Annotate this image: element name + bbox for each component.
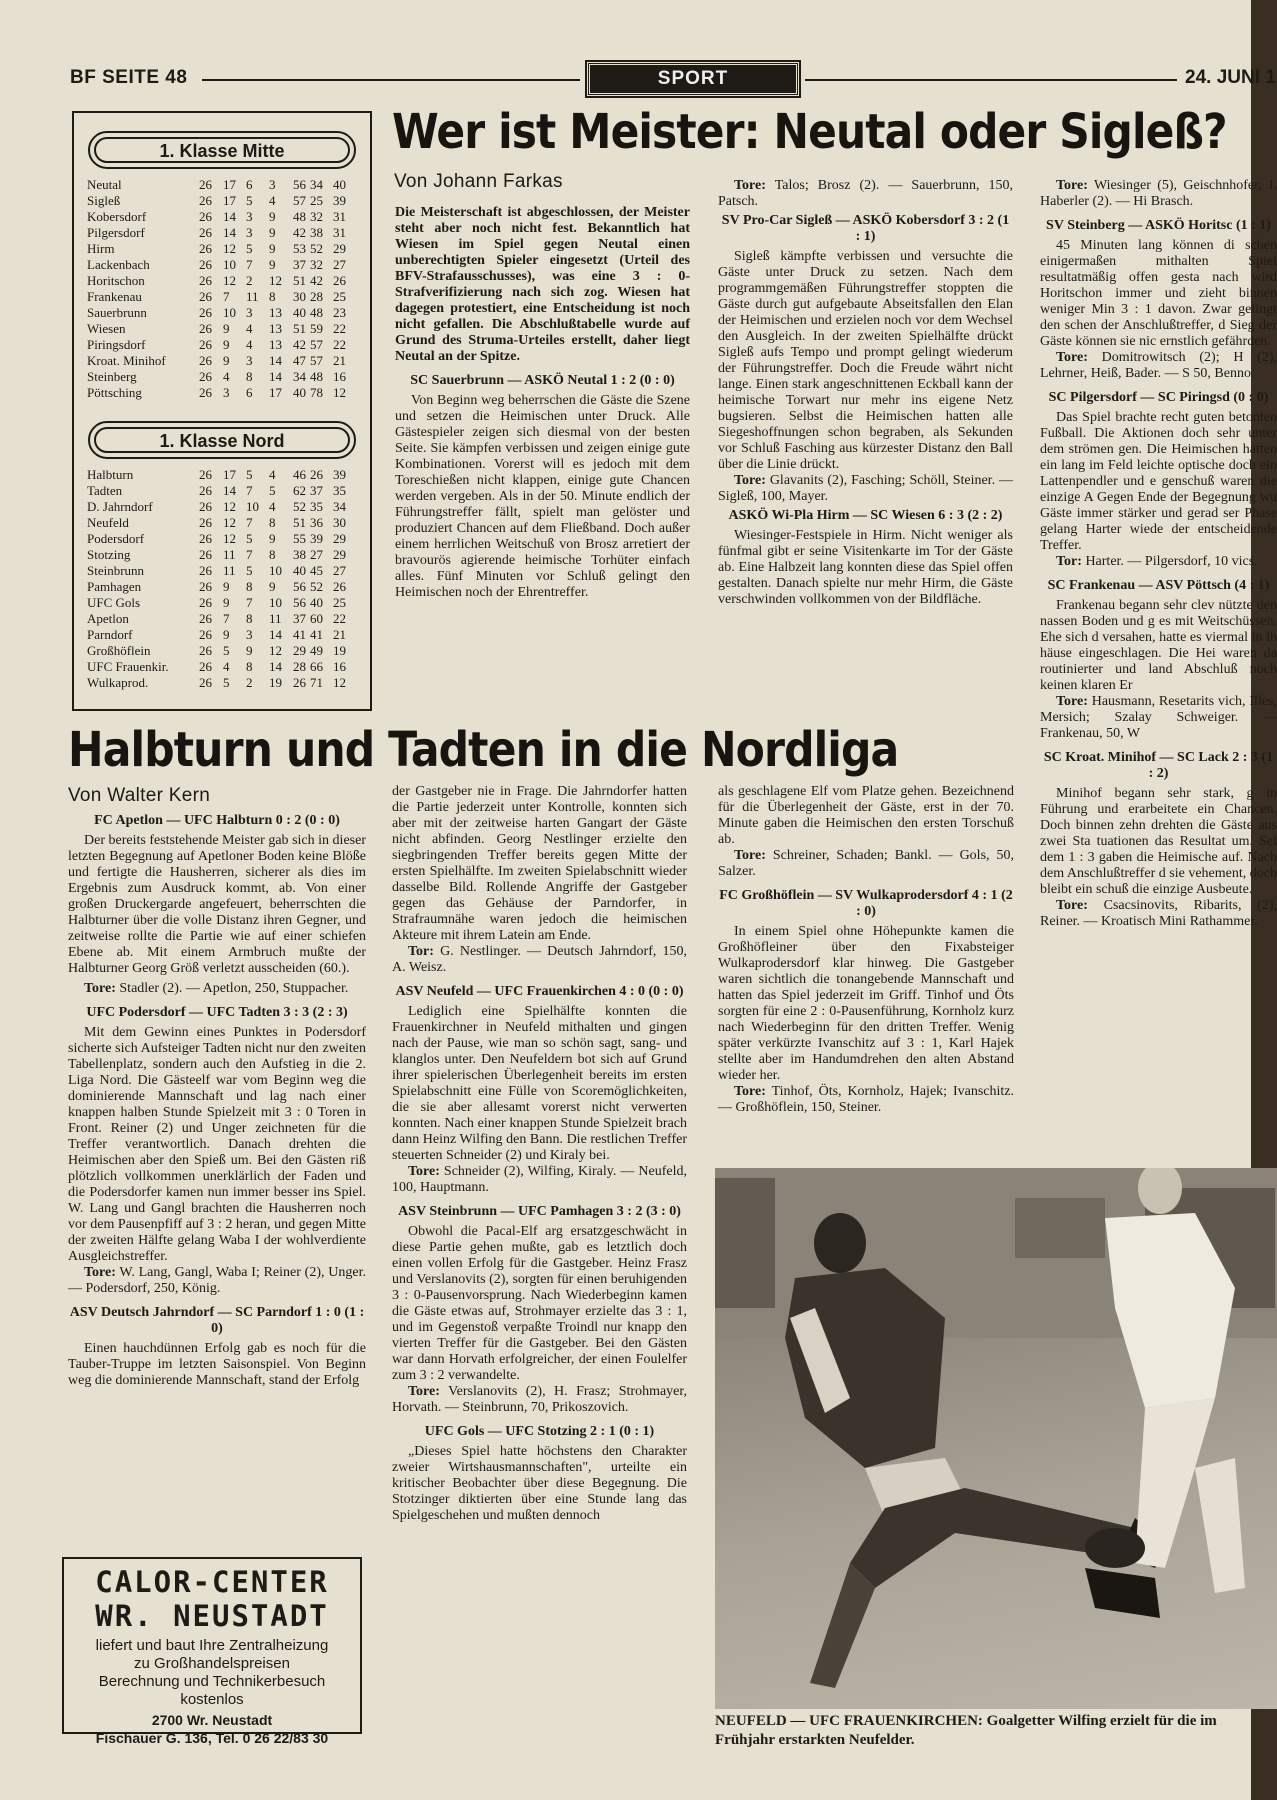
standings-row: Halbturn 26 17 5 4 46 26 39 bbox=[87, 467, 346, 482]
standings-row: Pöttsching 26 3 6 17 40 78 12 bbox=[87, 385, 346, 400]
standings-row: Horitschon 26 12 2 12 51 42 26 bbox=[87, 273, 346, 288]
standings-nord bbox=[87, 467, 365, 691]
standings-row: Lackenbach 26 10 7 9 37 32 27 bbox=[87, 257, 346, 272]
standings-row: UFC Gols 26 9 7 10 56 40 25 bbox=[87, 595, 346, 610]
standings-row: Sauerbrunn 26 10 3 13 40 48 23 bbox=[87, 305, 346, 320]
table-title-nord: 1. Klasse Nord bbox=[88, 421, 356, 459]
standings-row: Pilgersdorf 26 14 3 9 42 38 31 bbox=[87, 225, 346, 240]
standings-row: Pamhagen 26 9 8 9 56 52 26 bbox=[87, 579, 346, 594]
byline-kern: Von Walter Kern bbox=[68, 785, 211, 806]
standings-row: Frankenau 26 7 11 8 30 28 25 bbox=[87, 289, 346, 304]
standings-row: UFC Frauenkir. 26 4 8 14 28 66 16 bbox=[87, 659, 346, 674]
page-header bbox=[70, 62, 1277, 98]
headline-meister: Wer ist Meister: Neutal oder Sigleß? bbox=[392, 104, 1227, 160]
advertisement-calor-center: CALOR-CENTER WR. NEUSTADT liefert und baut Ihre Zentralheizung zu Großhandelspreisen Berechnung und Technikerbesuch kostenlos 2700 Wr. Neustadt Fischauer G. 136, Tel. 0 26 22/83 30 bbox=[62, 1557, 362, 1734]
match-report: Wiesinger-Festspiele in Hirm. Nicht weniger als fünfmal gibt er seine Visitenkarte im Tor der Gäste ab. Eine Halbzeit lang konnten diese das Spiel offen gestalten. Danach spielte nur mehr Hirm, die Gäste verschwinden vollkommen von der Bildfläche. bbox=[718, 528, 1013, 607]
standings-row: Neutal 26 17 6 3 56 34 40 bbox=[87, 177, 346, 192]
photo-caption: NEUFELD — UFC FRAUENKIRCHEN: Goalgetter Wilfing erzielt für die im Frühjahr erstarkten Neufelder. bbox=[715, 1713, 1217, 1748]
standings-row: Kobersdorf 26 14 3 9 48 32 31 bbox=[87, 209, 346, 224]
table-title-mitte: 1. Klasse Mitte bbox=[88, 131, 356, 169]
match-photo bbox=[715, 1168, 1277, 1709]
standings-row: Kroat. Minihof 26 9 3 14 47 57 21 bbox=[87, 353, 346, 368]
match-title: ASKÖ Wi-Pla Hirm — SC Wiesen 6 : 3 (2 : 2) bbox=[728, 508, 1003, 523]
article1-col3: Tore: Wiesinger (5), Geischnhofer, J. Haberler (2). — Hi Brasch. SV Steinberg — ASKÖ Horitsc (1 : 1) 45 Minuten lang können di schen einigermaßen mithalten Spiel resultatmäßig offen gesta nach wird Horitschon immer und zieht binnen weniger Min 3 : 1 davon. Zwar gelingt den schen der Anschlußtreffer, d Sieg der Gäste können sie nic ernstlich gefährden. Tore: Domitrowitsch (2); H (2), Lehrner, Heiß, Bader. — S 50, Benno. SC Pilgersdorf — SC Piringsd (0 : 0) Das Spiel brachte recht guten betonten Fußball. Die Aktionen doch sehr unter dem strömen gen. Die Heimischen hatten ein lang im Feld leichte optische doch ein Lattenpendler und e genschuß waren die einzige A Gegen Ende der Begegnung wu Gäste immer stärker und gerad ser Phase gelang Harter wiede der entscheidende Treffer. Tor: Harter. — Pilgersdorf, 10 vics. SC Frankenau — ASV Pöttsch (4 : 1) Frankenau begann sehr clev nützte den nassen Boden und g es mit Weitschüssen. Ehe sich d versahen, hatte es viermal in ih häuse eingeschlagen. Die Hei waren da routinierter und land Abschluß noch keinen klaren Er Tore: Hausmann, Resetarits vich, Illes, Mersich; Szalay Schweiger. — Frankenau, 50, W SC Kroat. Minihof — SC Lack 2 : 3 (1 : 2) Minihof begann sehr stark, g in Führung und erarbeitete ein Chancen. Doch binnen zehn drehten die Gäste aus zwei Sta tuationen das Resultat um. Sel dem 1 : 3 gaben die Heimische auf. Nach dem Anschlußtreffer d sie vehement, doch bleibt ein schuß die einzige Ausbeute. Tore: Csacsinovits, Ribarits, (2), Reiner. — Kroatisch Mini Rathammer. bbox=[1040, 178, 1277, 929]
match-title: SC Sauerbrunn — ASKÖ Neutal 1 : 2 (0 : 0) bbox=[410, 373, 675, 388]
standings-row: Tadten 26 14 7 5 62 37 35 bbox=[87, 483, 346, 498]
match-title: SV Pro-Car Sigleß — ASKÖ Kobersdorf 3 : 2 (1 : 1) bbox=[721, 213, 1010, 244]
headline-nordliga: Halbturn und Tadten in die Nordliga bbox=[68, 722, 899, 778]
header-rule-right bbox=[805, 79, 1177, 81]
issue-date: 24. JUNI 1 bbox=[1185, 67, 1276, 88]
football-players-photo bbox=[715, 1168, 1277, 1709]
section-badge: SPORT bbox=[587, 62, 799, 96]
article2-col1: FC Apetlon — UFC Halbturn 0 : 2 (0 : 0) Der bereits feststehende Meister gab sich in dieser letzten Begegnung auf Apetloner Boden keine Blöße und fertigte die Hausherren, sicherer als dies im Ergebnis zum Ausdruck kommt, ab. Von einer großen Druckergarde angefeuert, beherrschten die Halbturner über die volle Distanz ihren Gegner, und zeitweise rollte die Partie wie auf einer schiefen Ebene ab. Mit einem Armbruch mußte der Halbturner Georg Größ verletzt ausscheiden (60.). Tore: Stadler (2). — Apetlon, 250, Stuppacher. UFC Podersdorf — UFC Tadten 3 : 3 (2 : 3) Mit dem Gewinn eines Punktes in Podersdorf sicherte sich Aufsteiger Tadten nicht nur den zweiten Tabellenplatz, sondern auch den Aufstieg in die 2. Liga Nord. Die Gästeelf war vom Beginn weg die dominierende Mannschaft und lag nach einer knappen halben Stunde Spielzeit mit 3 : 0 Toren in Front. Reiner (2) und Unger zeichneten für die Treffer verantwortlich. Danach drehten die Heimischen aber den Spieß um. Bei den Gästen riß plötzlich vollkommen unerklärlich der Faden und die Podersdorfer kamen nun immer besser ins Spiel. W. Lang und Gangl brachten die Hausherren noch vor dem Pausenpfiff auf 3 : 2 heran, und gegen Mitte der zweiten Hälfte gelang Waba I der wohlverdiente Ausgleichstreffer. Tore: W. Lang, Gangl, Waba I; Reiner (2), Unger. — Podersdorf, 250, König. ASV Deutsch Jahrndorf — SC Parndorf 1 : 0 (1 : 0) Einen hauchdünnen Erfolg gab es noch für die Tauber-Truppe im letzten Saisonspiel. Von Beginn weg die dominierende Mannschaft, stand der Erfolg bbox=[68, 813, 366, 1388]
standings-row: Stotzing 26 11 7 8 38 27 29 bbox=[87, 547, 346, 562]
standings-mitte bbox=[87, 177, 365, 401]
article2-col3: als geschlagene Elf vom Platze gehen. Bezeichnend für die Überlegenheit der Gäste, erst in der 70. Minute gaben die Heimischen den ersten Torschuß ab. Tore: Schreiner, Schaden; Bankl. — Gols, 50, Salzer. FC Großhöflein — SV Wulkaprodersdorf 4 : 1 (2 : 0) In einem Spiel ohne Höhepunkte kamen die Großhöfleiner über den Fixabsteiger Wulkaprodersdorf klar hinweg. Die Gastgeber waren sichtlich die tonangebende Mannschaft und hatten das Spiel jederzeit im Griff. Tinhof und Öts sorgten für eine 2 : 0-Pausenführung, Kornholz kurz nach Wiederbeginn für den dritten Treffer. Wenig später verkürzte Ivanschitz auf 3 : 1, Karl Hajek stellte aber im Handumdrehen den alten Abstand wieder her. Tore: Tinhof, Öts, Kornholz, Hajek; Ivanschitz. — Großhöflein, 150, Steiner. bbox=[718, 784, 1014, 1115]
article1-col1: Die Meisterschaft ist abgeschlossen, der Meister steht aber noch nicht fest. Bekanntlich hat Wiesen im Spiel gegen Neutal einen unberechtigten Spieler eingesetzt (Urteil des BFV-Strafausschusses), was eine 3 : 0-Strafverifizierung nach sich zog. Wiesen hat dagegen protestiert, eine Entscheidung ist noch nicht gefallen. Die Abschlußtabelle wurde auf Grund des Struma-Urteiles erstellt, daher liegt Neutal an der Spitze. SC Sauerbrunn — ASKÖ Neutal 1 : 2 (0 : 0) Von Beginn weg beherrschen die Gäste die Szene und setzen die Heimischen unter Druck. Alle Gästespieler zeigen sich diesmal von der besten Seite. Sie kämpfen verbissen und zeigen einige gute Kombinationen. Vorerst will es jedoch mit dem Toreschießen nicht klappen, einige gute Chancen werden vergeben. Als in der 50. Minute endlich der Führungstreffer fällt, spielt man gelöster und produziert Chancen auf dem Fließband. Doch außer einem herrlichen Weitschuß von Brosz arretiert der bravourös agierende heimische Torhüter einfach alles. Fünf Minuten vor Schluß gelingt den Heimischen noch der Ehrentreffer. bbox=[395, 205, 690, 600]
standings-row: Parndorf 26 9 3 14 41 41 21 bbox=[87, 627, 346, 642]
standings-row: Apetlon 26 7 8 11 37 60 22 bbox=[87, 611, 346, 626]
standings-row: Steinbrunn 26 11 5 10 40 45 27 bbox=[87, 563, 346, 578]
standings-row: Neufeld 26 12 7 8 51 36 30 bbox=[87, 515, 346, 530]
header-rule-left bbox=[202, 79, 580, 81]
article1-col2: Tore: Talos; Brosz (2). — Sauerbrunn, 150, Patsch. SV Pro-Car Sigleß — ASKÖ Kobersdorf 3 : 2 (1 : 1) Sigleß kämpfte verbissen und versuchte die Gäste unter Druck zu setzen. Nach dem programmgemäßen Führungstreffer stoppten die Gäste durch gut aufgebaute Abseitsfallen den Elan der Heimischen und erzielen noch vor dem Wechsel den Ausgleich. In der zweiten Spielhälfte drückt Sigleß aufs Tempo und prompt gelingt wiederum der Führungstreffer. Doch die Freude währt nicht lange. Einen stark angeschnittenen Eckball kann der heimische Torwart nur mehr ins eigene Netz bugsieren. Selbst die Heimischen hatten alle Siegeshoffnungen schon begraben, als Sekunden vor Schluß Fasching aus kürzester Distanz den Ball über die Linie drückt. Tore: Glavanits (2), Fasching; Schöll, Steiner. — Sigleß, 100, Mayer. ASKÖ Wi-Pla Hirm — SC Wiesen 6 : 3 (2 : 2) Wiesinger-Festspiele in Hirm. Nicht weniger als fünfmal gibt er seine Visitenkarte im Tor der Gäste ab. Eine Halbzeit lang konnten diese das Spiel offen gestalten. Danach spielte nur mehr Hirm, die Gäste verschwinden vollkommen von der Bildfläche. bbox=[718, 178, 1014, 607]
standings-row: Piringsdorf 26 9 4 13 42 57 22 bbox=[87, 337, 346, 352]
article2-col2: der Gastgeber nie in Frage. Die Jahrndorfer hatten die Partie jederzeit unter Kontrolle, konnten sich aber mit der zeitweise harten Gangart der Gäste nicht abfinden. Georg Nestlinger erzielte den siegbringenden Treffer bereits gegen Mitte der ersten Spielhälfte. Im zweiten Spielabschnitt wieder dasselbe Bild. Rollende Angriffe der Gastgeber gegen das Gehäuse der Parndorfer, in Strafraumnähe waren jedoch die heimischen Akteure mit ihrem Latein am Ende. Tor: G. Nestlinger. — Deutsch Jahrndorf, 150, A. Weisz. ASV Neufeld — UFC Frauenkirchen 4 : 0 (0 : 0) Lediglich eine Spielhälfte konnten die Frauenkirchner in Neufeld mithalten und gingen nach der Pause, wie man so schön sagt, sang- und klanglos unter. Den Neufeldern bot sich auf Grund ihrer spielerischen Überlegenheit bereits im ersten Spielabschnitt eine Fülle von Scoremöglichkeiten, die sie aber allesamt vorerst nicht verwerten konnten. Nach einer knappen Stunde Spielzeit brach dann Heinz Wilfing den Bann. Die restlichen Treffer steuerten Schneider (2) und Kiraly bei. Tore: Schneider (2), Wilfing, Kiraly. — Neufeld, 100, Hauptmann. ASV Steinbrunn — UFC Pamhagen 3 : 2 (3 : 0) Obwohl die Pacal-Elf arg ersatzgeschwächt in diese Partie gehen mußte, gab es letztlich doch einen vollen Erfolg für die Gastgeber. Heinz Frasz und Verslanovits (2), sorgten für einen beruhigenden 3 : 0-Pausenvorsprung. Nach Wiederbeginn kamen die Gäste etwas auf, Strohmayer erzielte das 3 : 1, und im Gegenstoß verpaßte Troindl nur knapp den vierten Treffer für die Gastgeber. Bei den Gästen war dann Horvath erfolgreicher, der einen Foulelfer zum 3 : 2 verwandelte. Tore: Verslanovits (2), H. Frasz; Strohmayer, Horvath. — Steinbrunn, 70, Prikoszovich. UFC Gols — UFC Stotzing 2 : 1 (0 : 1) „Dieses Spiel hatte höchstens den Charakter zweier Wirtshausmannschaften", urteilte ein kritischer Beobachter über diese Begegnung. Die Stotzinger diktierten über eine Stunde lang das Spielgeschehen und mußten dennoch bbox=[392, 784, 688, 1523]
standings-row: Steinberg 26 4 8 14 34 48 16 bbox=[87, 369, 346, 384]
match-report: Von Beginn weg beherrschen die Gäste die Szene und setzen die Heimischen unter Druck. Alle Gästespieler zeigen sich diesmal von der besten Seite. Sie kämpfen verbissen und zeigen einige gute Kombinationen. Vorerst will es jedoch mit dem Toreschießen nicht klappen, einige gute Chancen werden vergeben. Als in der 50. Minute endlich der Führungstreffer fällt, spielt man gelöster und produziert Chancen auf dem Fließband. Doch außer einem herrlichen Weitschuß von Brosz arretiert der bravourös agierende heimische Torhüter einfach alles. Fünf Minuten vor Schluß gelingt den Heimischen noch der Ehrentreffer. bbox=[395, 393, 690, 600]
standings-row: Wiesen 26 9 4 13 51 59 22 bbox=[87, 321, 346, 336]
standings-row: Wulkaprod. 26 5 2 19 26 71 12 bbox=[87, 675, 346, 690]
standings-row: Podersdorf 26 12 5 9 55 39 29 bbox=[87, 531, 346, 546]
standings-row: Hirm 26 12 5 9 53 52 29 bbox=[87, 241, 346, 256]
standings-row: Sigleß 26 17 5 4 57 25 39 bbox=[87, 193, 346, 208]
page-number: BF SEITE 48 bbox=[70, 67, 188, 88]
match-report: Sigleß kämpfte verbissen und versuchte die Gäste unter Druck zu setzen. Nach dem programmgemäßen Führungstreffer stoppten die Gäste durch gut aufgebaute Abseitsfallen den Elan der Heimischen und erzielen noch vor dem Wechsel den Ausgleich. In der zweiten Spielhälfte drückt Sigleß aufs Tempo und prompt gelingt wiederum der Führungstreffer. Doch die Freude währt nicht lange. Einen stark angeschnittenen Eckball kann der heimische Torwart nur mehr ins eigene Netz bugsieren. Selbst die Heimischen hatten alle Siegeshoffnungen schon begraben, als Sekunden vor Schluß Fasching aus kürzester Distanz den Ball über die Linie drückt. bbox=[718, 249, 1013, 472]
standings-row: D. Jahrndorf 26 12 10 4 52 35 34 bbox=[87, 499, 346, 514]
standings-row: Großhöflein 26 5 9 12 29 49 19 bbox=[87, 643, 346, 658]
standings-box bbox=[72, 111, 372, 711]
byline-farkas: Von Johann Farkas bbox=[394, 171, 563, 192]
